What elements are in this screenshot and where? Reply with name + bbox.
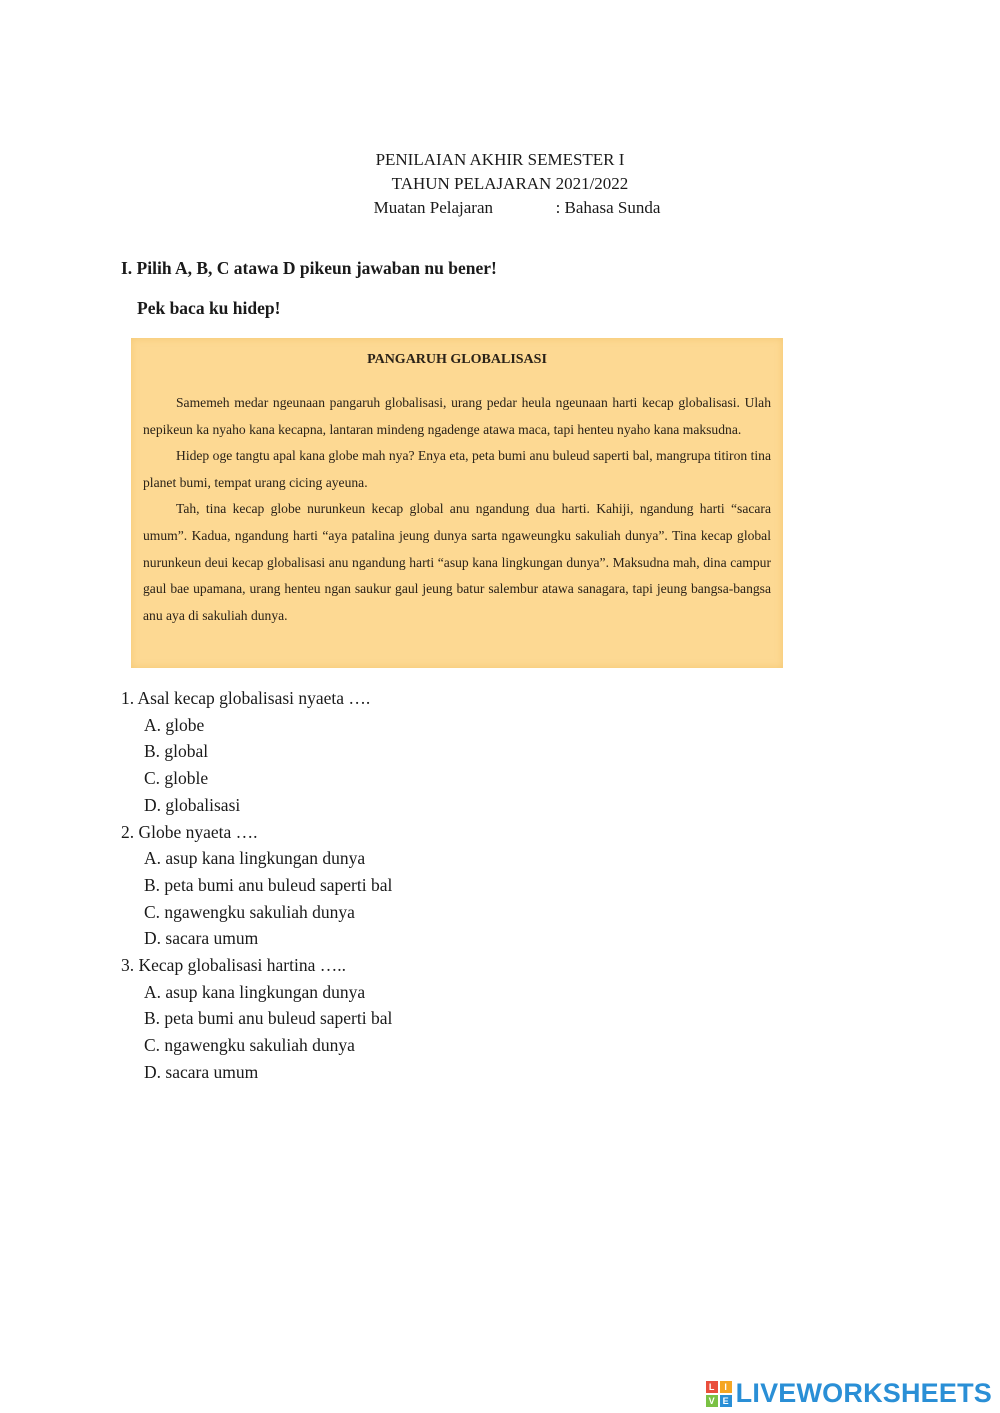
answer-option[interactable]: C. globle [144,768,209,789]
logo-text: LIVEWORKSHEETS [735,1378,992,1408]
logo-tile: E [720,1395,732,1407]
question-list [121,685,392,1086]
reading-passage-box [131,338,783,668]
exam-title: PENILAIAN AKHIR SEMESTER I [375,150,625,169]
document-header [0,148,1000,220]
question-item [121,819,392,953]
answer-option[interactable]: C. ngawengku sakuliah dunya [144,901,355,922]
logo-tile: I [720,1381,732,1393]
reading-title: PANGARUH GLOBALISASI [367,352,547,367]
answer-option[interactable]: A. globe [144,714,205,735]
reading-paragraph: Hidep oge tangtu apal kana globe mah nya? Enya eta, peta bumi anu buleud saperti bal, mangrupa titiron tina planet bumi, tempat urang cicing ayeuna. [143,448,771,490]
answer-option[interactable]: B. peta bumi anu buleud saperti bal [144,874,393,895]
logo-tile: V [706,1395,718,1407]
school-year: TAHUN PELAJARAN 2021/2022 [391,174,629,193]
liveworksheets-logo [706,1378,992,1409]
subject-value: : Bahasa Sunda [555,198,661,217]
question-text: 2. Globe nyaeta …. [121,821,258,842]
subject-line [0,196,1000,220]
question-item [121,685,392,819]
reading-paragraph: Samemeh medar ngeunaan pangaruh globalisasi, urang pedar heula ngeunaan harti kecap globalisasi. Ulah nepikeun ka nyaho kana kecapna, lantaran mindeng ngadenge atawa maca, tapi henteu nyaho kana maksudna. [143,395,771,437]
reading-paragraph: Tah, tina kecap globe nurunkeun kecap global anu ngandung dua harti. Kahiji, ngandung harti “sacara umum”. Kadua, ngandung harti “aya patalina jeung dunya sarta ngaweungku sakuliah dunya”. Tina kecap global nurunkeun deui kecap globalisasi anu ngandung harti “asup kana lingkungan dunya”. Maksudna mah, dina campur gaul bae upamana, urang henteu ngan saukur gaul jeung batur salembur atawa sanagara, tapi jeung bangsa-bangsa anu aya di sakuliah dunya. [143,501,771,623]
question-text: 1. Asal kecap globalisasi nyaeta …. [121,688,371,708]
answer-option[interactable]: B. global [144,741,209,762]
answer-option[interactable]: D. sacara umum [144,1061,259,1082]
answer-option[interactable]: D. sacara umum [144,928,259,949]
question-item [121,952,392,1086]
answer-option[interactable]: C. ngawengku sakuliah dunya [144,1035,355,1056]
section-instruction: I. Pilih A, B, C atawa D pikeun jawaban nu bener! [121,258,497,278]
answer-option[interactable]: A. asup kana lingkungan dunya [144,981,366,1002]
answer-option[interactable]: B. peta bumi anu buleud saperti bal [144,1008,393,1029]
answer-option[interactable]: D. globalisasi [144,794,241,815]
reading-instruction: Pek baca ku hidep! [137,298,281,318]
logo-tile: L [706,1381,718,1393]
answer-option[interactable]: A. asup kana lingkungan dunya [144,848,366,869]
liveworksheets-icon [706,1381,732,1407]
question-text: 3. Kecap globalisasi hartina ….. [121,955,347,976]
subject-label: Muatan Pelajaran [373,198,494,217]
